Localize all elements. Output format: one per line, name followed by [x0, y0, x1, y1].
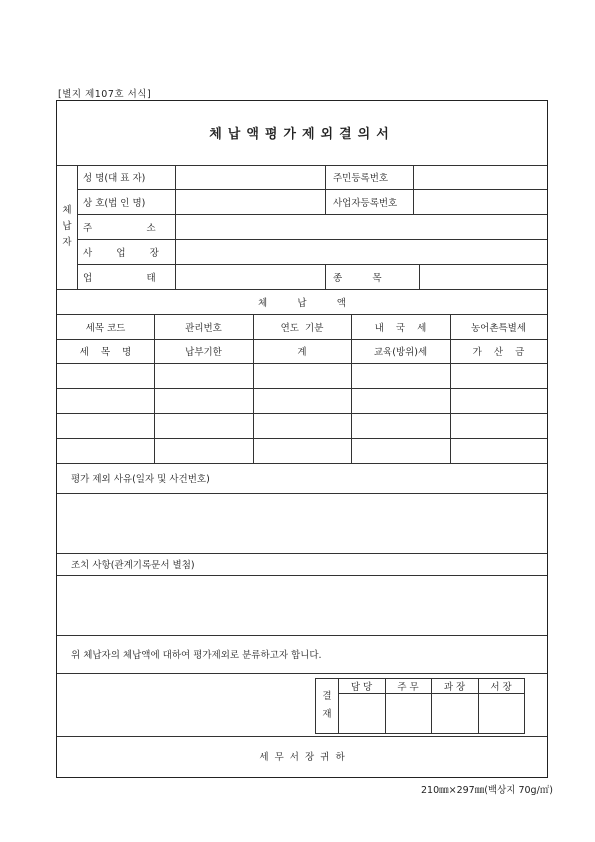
signature-cell[interactable] — [339, 694, 384, 732]
form-title: 체납액평가제외결의서 — [209, 127, 395, 142]
signature-cell[interactable] — [386, 694, 430, 732]
company-field[interactable] — [176, 190, 324, 213]
exclusion-reason-label: 평가 제외 사유(일자 및 사건번호) — [71, 474, 210, 485]
col-rural-special-tax: 농어촌특별세 — [470, 322, 527, 334]
table-row[interactable] — [57, 363, 547, 388]
name-field[interactable] — [176, 166, 324, 189]
item-label — [333, 264, 382, 289]
workplace-field[interactable] — [176, 240, 546, 263]
signature-cell[interactable] — [432, 694, 477, 732]
arrears-header: 체 납 액 — [258, 297, 346, 309]
approval-box — [315, 678, 525, 734]
workplace-label-text: 사 업 장 — [83, 247, 159, 259]
address-label-text: 주 소 — [83, 222, 156, 234]
business-type-field[interactable] — [176, 265, 324, 288]
resident-no-label: 주민등록번호 — [333, 173, 389, 184]
resident-no-field[interactable] — [414, 166, 547, 189]
addressee: 세 무 서 장 귀 하 — [259, 752, 345, 763]
company-label: 상 호(법 인 명) — [83, 197, 146, 209]
col-year-period: 연도 기분 — [280, 322, 324, 334]
col-tax-name: 세 목 명 — [79, 347, 132, 358]
business-no-label: 사업자등록번호 — [333, 197, 398, 209]
table-row[interactable] — [57, 388, 547, 413]
approval-role-staff: 담 당 — [350, 682, 373, 693]
signature-cell[interactable] — [479, 694, 523, 732]
col-total: 계 — [297, 347, 307, 358]
item-field[interactable] — [420, 265, 546, 288]
address-field[interactable] — [176, 215, 546, 238]
divider — [325, 264, 326, 289]
business-type-label — [83, 264, 156, 289]
action-field[interactable] — [57, 576, 547, 634]
statement-text: 위 체납자의 체납액에 대하여 평가제외로 분류하고자 합니다. — [71, 650, 322, 661]
approval-label: 결재 — [322, 691, 332, 720]
action-label: 조치 사항(관계기록문서 별첨) — [71, 560, 195, 571]
form-frame — [56, 100, 548, 778]
exclusion-reason-field[interactable] — [57, 494, 547, 552]
col-due-date: 납부기한 — [185, 347, 222, 358]
approval-role-lead: 주 무 — [397, 682, 419, 693]
approval-role-director: 서 장 — [490, 682, 512, 693]
table-row[interactable] — [57, 438, 547, 463]
business-type-label-text: 업 태 — [83, 272, 156, 284]
divider — [77, 165, 78, 289]
name-label: 성 명(대 표 자) — [83, 173, 146, 184]
address-label — [83, 214, 171, 239]
col-education-tax: 교육(방위)세 — [373, 347, 428, 358]
workplace-label — [83, 239, 159, 264]
divider — [325, 165, 326, 214]
col-penalty: 가 산 금 — [472, 347, 525, 358]
col-domestic-tax: 내 국 세 — [374, 322, 427, 334]
col-management-no: 관리번호 — [185, 322, 222, 334]
form-number-label: [별지 제107호 서식] — [58, 89, 152, 100]
item-label-text: 종 목 — [333, 272, 382, 284]
business-no-field[interactable] — [414, 190, 547, 213]
table-row[interactable] — [57, 413, 547, 438]
taxpayer-side-label: 체납자 — [62, 205, 72, 248]
divider — [57, 673, 547, 674]
col-tax-code: 세목 코드 — [85, 322, 126, 334]
approval-role-section-chief: 과 장 — [443, 682, 466, 693]
paper-spec-note: 210㎜×297㎜(백상지 70g/㎡) — [420, 785, 553, 796]
